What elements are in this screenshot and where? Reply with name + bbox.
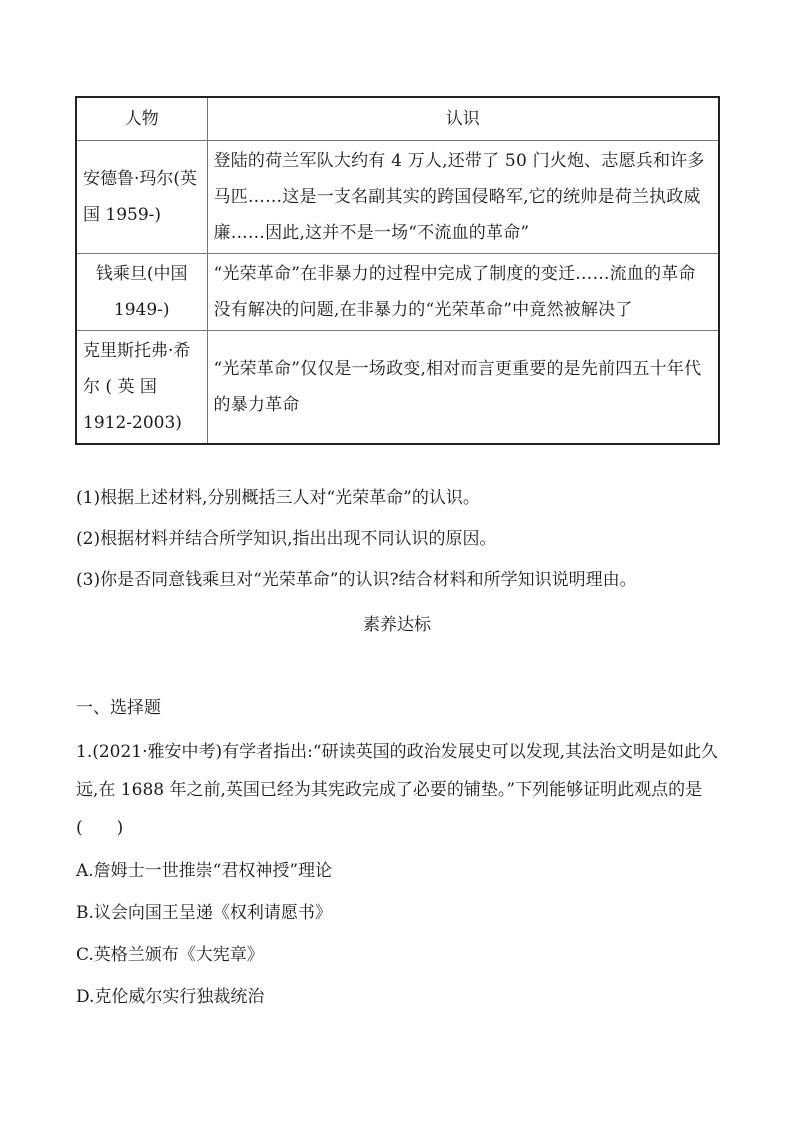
view-cell: 登陆的荷兰军队大约有 4 万人,还带了 50 门火炮、志愿兵和许多马匹……这是一支名副其实的跨国侵略军,它的统帅是荷兰执政威廉……因此,这并不是一场“不流血的革命” xyxy=(207,141,719,254)
section-title: 素养达标 xyxy=(363,615,431,635)
person-cell: 安德鲁·玛尔(英国 1959-) xyxy=(76,141,207,254)
view-cell: “光荣革命”仅仅是一场政变,相对而言更重要的是先前四五十年代的暴力革命 xyxy=(207,331,719,445)
table-row xyxy=(76,331,719,445)
option-b: B.议会向国王呈递《权利请愿书》 xyxy=(76,903,332,923)
part-title: 一、选择题 xyxy=(76,698,161,718)
item-1-stem: 1.(2021·雅安中考)有学者指出:“研读英国的政治发展史可以发现,其法治文明是如此久远,在 1688 年之前,英国已经为其宪政完成了必要的铺垫。”下列能够证明此观点的是( ) xyxy=(76,742,718,838)
option-c: C.英格兰颁布《大宪章》 xyxy=(76,945,264,965)
table-row xyxy=(76,254,719,331)
table-header-row xyxy=(76,97,719,141)
table-row xyxy=(76,141,719,254)
header-person: 人物 xyxy=(76,97,207,141)
question-2: (2)根据材料并结合所学知识,指出出现不同认识的原因。 xyxy=(76,529,497,549)
header-view: 认识 xyxy=(207,97,719,141)
person-cell: 钱乘旦(中国 1949-) xyxy=(76,254,207,331)
option-d: D.克伦威尔实行独裁统治 xyxy=(76,987,265,1007)
view-cell: “光荣革命”在非暴力的过程中完成了制度的变迁……流血的革命没有解决的问题,在非暴力的“光荣革命”中竟然被解决了 xyxy=(207,254,719,331)
option-a: A.詹姆士一世推崇“君权神授”理论 xyxy=(76,861,333,881)
person-cell: 克里斯托弗·希尔 ( 英 国 1912-2003) xyxy=(76,331,207,445)
question-3: (3)你是否同意钱乘旦对“光荣革命”的认识?结合材料和所学知识说明理由。 xyxy=(76,570,637,590)
material-table xyxy=(75,96,720,445)
question-1: (1)根据上述材料,分别概括三人对“光荣革命”的认识。 xyxy=(76,488,480,508)
